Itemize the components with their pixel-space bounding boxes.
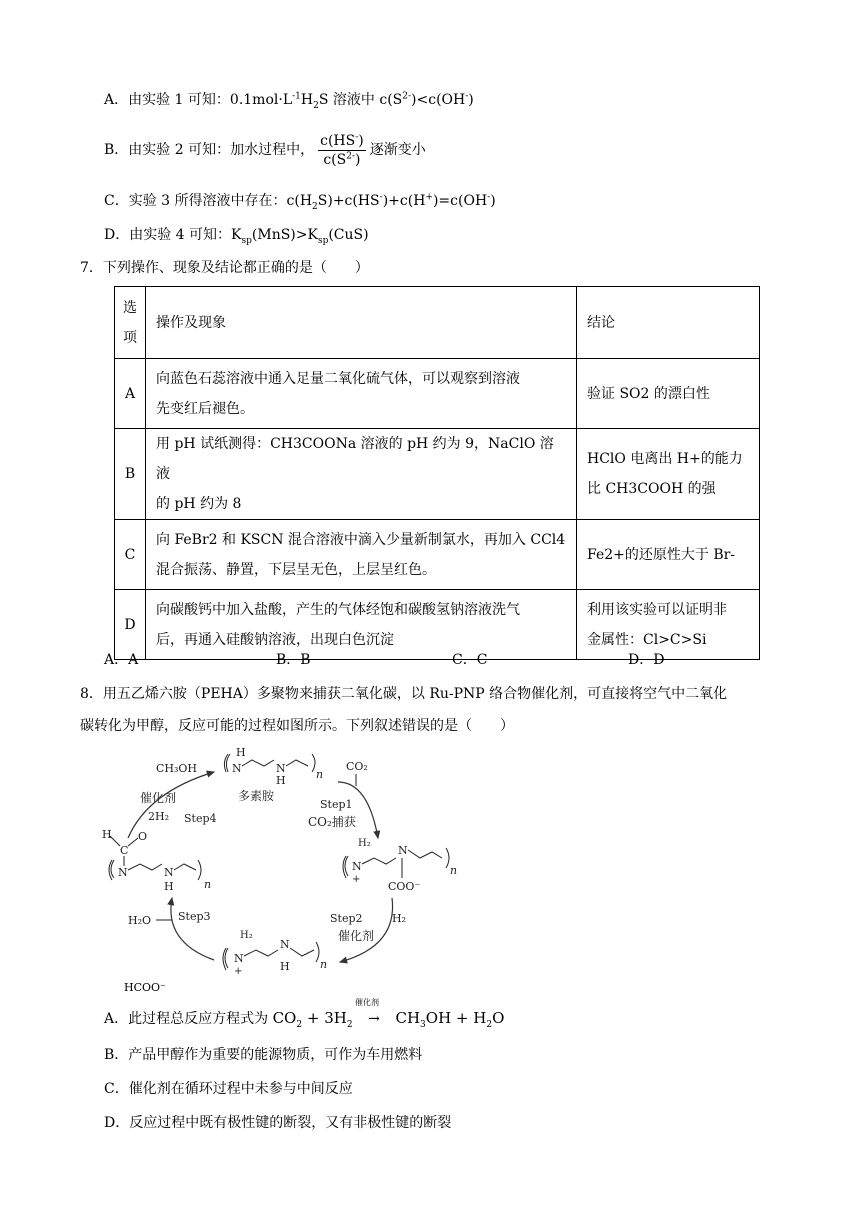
polyamine-label: 多素胺: [238, 789, 275, 803]
q6-option-b: B．由实验 2 可知：加水过程中， $\frac{c(HS^-)}{c(S^{2-})}$ 逐渐变小: [104, 131, 426, 168]
step4-label: Step4: [184, 812, 217, 825]
right-plus: +: [352, 874, 361, 885]
right-n-index: n: [450, 864, 458, 877]
co2-top-label: CO₂: [346, 760, 368, 773]
answer-a: A．A: [104, 652, 139, 668]
h2-top-label: 2H₂: [148, 810, 170, 823]
h2o-label: H₂O: [128, 914, 152, 927]
table-header-row: [115, 287, 760, 359]
row-option: D: [115, 590, 146, 660]
row-conclusion: HClO 电离出 H+的能力 比 CH3COOH 的强: [577, 429, 760, 520]
header-option: 选 项: [115, 287, 146, 359]
answer-d: D．D: [628, 652, 665, 668]
step3-label: Step3: [178, 910, 211, 923]
q6-option-c: C．实验 3 所得溶液中存在：$c(H_2S)+c(HS^-)+c(H^+)=c(OH^-)$: [104, 192, 496, 212]
q8-option-d: D．反应过程中既有极性键的断裂，又有非极性键的断裂: [104, 1115, 452, 1131]
row-operation: 向 FeBr2 和 KSCN 混合溶液中滴入少量新制氯水，再加入 CCl4 混合振荡、静置，下层呈无色，上层呈红色。: [146, 520, 577, 590]
header-conclusion: 结论: [577, 287, 760, 359]
q8-option-c: C．催化剂在循环过程中未参与中间反应: [104, 1081, 353, 1097]
q6-option-d: D．由实验 4 可知：$K_{sp}(MnS)>K_{sp}(CuS)$: [104, 227, 369, 246]
right-n2: N: [398, 844, 408, 857]
left-h: H: [102, 828, 112, 841]
row-conclusion: Fe2+的还原性大于 Br-: [577, 520, 760, 590]
table-row: [115, 520, 760, 590]
left-n-index: n: [204, 878, 212, 891]
h2-right-label: H₂: [392, 912, 407, 925]
right-arrow-icon: →: [368, 1011, 380, 1027]
catalyst-right-label: 催化剂: [338, 929, 375, 943]
top-n1: N: [232, 762, 242, 775]
fraction-hs-over-s: $\frac{c(HS^-)}{c(S^{2-})}$: [320, 131, 364, 168]
bottom-n2: N: [280, 938, 290, 951]
row-conclusion: 利用该实验可以证明非 金属性：Cl>C>Si: [577, 590, 760, 660]
row-option: A: [115, 359, 146, 429]
reaction-arrow: [355, 998, 385, 1029]
top-h2: H: [276, 774, 286, 787]
top-h1: H: [236, 746, 246, 759]
bottom-plus: +: [234, 966, 243, 974]
q8-stem-line2: 碳转化为甲醇，反应可能的过程如图所示。下列叙述错误的是（ ）: [80, 718, 514, 734]
row-option: C: [115, 520, 146, 590]
left-n2: N: [164, 866, 174, 879]
ch3oh-label: CH₃OH: [156, 762, 198, 775]
row-operation: 用 pH 试纸测得：CH3COONa 溶液的 pH 约为 9，NaClO 溶液 的 pH 约为 8: [146, 429, 577, 520]
co2-capture-label: CO₂捕获: [308, 815, 356, 829]
q7-table: [114, 286, 760, 660]
arrow-catalyst-label: 催化剂: [355, 998, 380, 1007]
top-n-index: n: [316, 768, 324, 781]
table-row: [115, 429, 760, 520]
row-option: B: [115, 429, 146, 520]
answer-b: B．B: [276, 652, 311, 668]
right-coo: COO⁻: [388, 880, 421, 893]
row-operation: 向蓝色石蕊溶液中通入足量二氧化硫气体，可以观察到溶液 先变红后褪色。: [146, 359, 577, 429]
row-conclusion: 验证 SO2 的漂白性: [577, 359, 760, 429]
catalytic-cycle-diagram: [98, 742, 470, 974]
q6-option-a: A．由实验 1 可知：$0.1mol\cdot L^{-1}H_2S$ 溶液中 $c(S^{2-})<c(OH^-)$: [104, 91, 474, 111]
bottom-n1: N: [234, 952, 244, 965]
right-h2: H₂: [358, 838, 371, 849]
right-n1: N: [352, 860, 362, 873]
q7-stem: 7．下列操作、现象及结论都正确的是（ ）: [80, 260, 369, 276]
left-h2: H: [164, 880, 174, 893]
row-operation: 向碳酸钙中加入盐酸，产生的气体经饱和碳酸氢钠溶液洗气 后，再通入硅酸钠溶液，出现白色沉淀: [146, 590, 577, 660]
left-c: C: [120, 844, 129, 857]
step2-label: Step2: [330, 912, 363, 925]
catalyst-top-label: 催化剂: [140, 791, 177, 805]
table-row: [115, 359, 760, 429]
q8-option-b: B．产品甲醇作为重要的能源物质，可作为车用燃料: [104, 1047, 423, 1063]
bottom-h2: H₂: [240, 930, 253, 941]
header-operation: 操作及现象: [146, 287, 577, 359]
step1-label: Step1: [320, 798, 353, 811]
top-n2: N: [276, 762, 286, 775]
q8-option-a: A．此过程总反应方程式为 $CO_2 + 3H_2$ 催化剂 → $CH_3OH + H_2O$: [104, 1008, 504, 1029]
left-o: O: [138, 830, 148, 843]
left-n1: N: [118, 866, 128, 879]
q8-stem-line1: 8．用五乙烯六胺（PEHA）多聚物来捕获二氧化碳，以 Ru-PNP 络合物催化剂，可直接将空气中二氧化: [80, 686, 728, 702]
hcoo-label: HCOO⁻: [124, 981, 166, 994]
bottom-h: H: [280, 960, 290, 973]
answer-c: C．C: [452, 652, 488, 668]
table-row: [115, 590, 760, 660]
bottom-n-index: n: [320, 958, 328, 971]
